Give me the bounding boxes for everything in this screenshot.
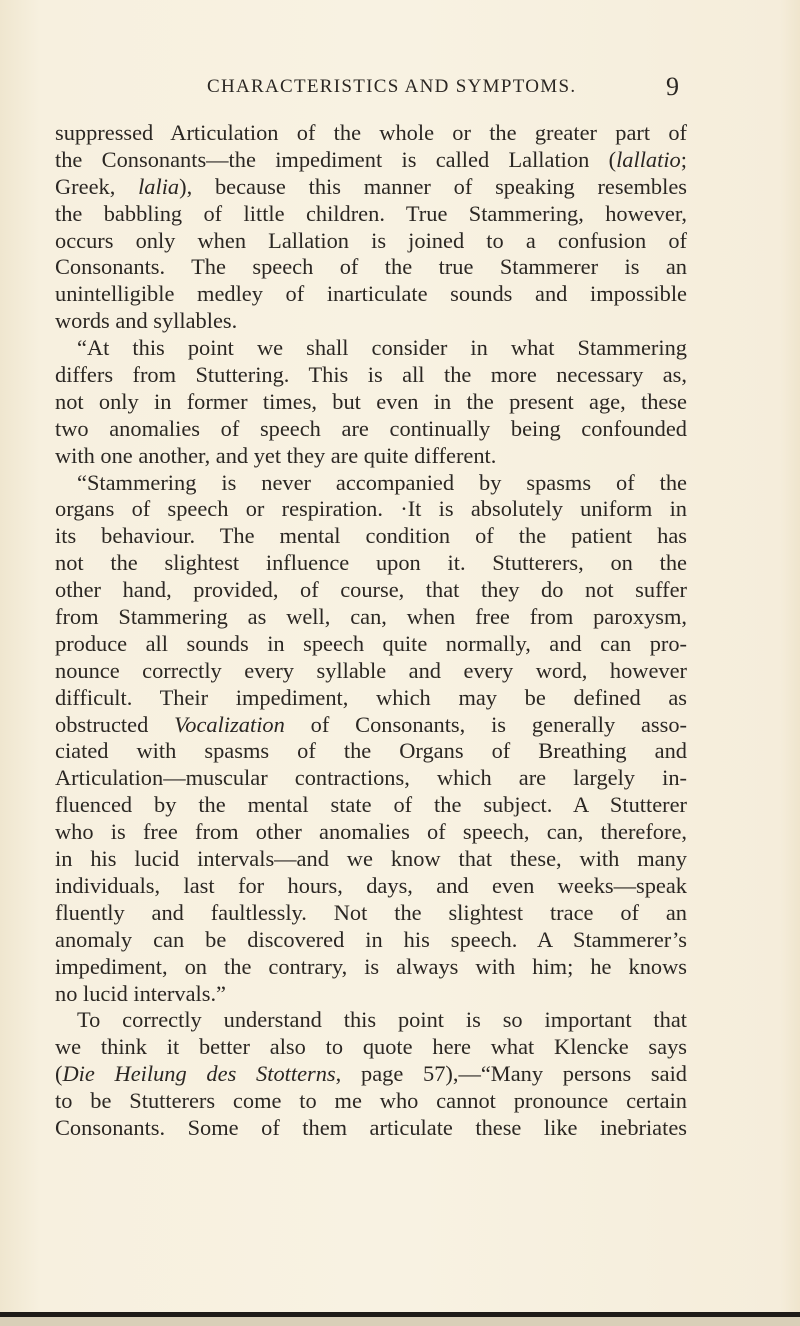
running-title: CHARACTERISTICS AND SYMPTOMS. bbox=[207, 76, 577, 97]
page-bottom-margin bbox=[0, 1317, 800, 1326]
text-line: to be Stutterers come to me who cannot pronounce certain bbox=[55, 1088, 687, 1114]
page-number: 9 bbox=[666, 72, 679, 101]
text-line: who is free from other anomalies of speech, can, therefore, bbox=[55, 819, 687, 845]
text-line: obstructed Vocalization of Consonants, is generally asso- bbox=[55, 711, 687, 737]
text-line: other hand, provided, of course, that they do not suffer bbox=[55, 577, 687, 603]
text-line: we think it better also to quote here what Klencke says bbox=[55, 1034, 687, 1060]
text-line: ciated with spasms of the Organs of Breathing and bbox=[55, 738, 687, 764]
text-line: fluenced by the mental state of the subject. A Stutterer bbox=[55, 792, 687, 818]
text-line: impediment, on the contrary, is always with him; he knows bbox=[55, 953, 687, 979]
text-line: individuals, last for hours, days, and even weeks—speak bbox=[55, 872, 687, 898]
text-line: not only in former times, but even in the present age, these bbox=[55, 388, 687, 414]
text-line: To correctly understand this point is so important that bbox=[77, 1007, 687, 1033]
text-line: produce all sounds in speech quite normally, and can pro- bbox=[55, 630, 687, 656]
text-line: in his lucid intervals—and we know that these, with many bbox=[55, 846, 687, 872]
text-line: Greek, lalia), because this manner of speaking resembles bbox=[55, 173, 687, 199]
text-line: no lucid intervals.” bbox=[55, 980, 226, 1006]
text-line: unintelligible medley of inarticulate sounds and impossible bbox=[55, 281, 687, 307]
text-line: occurs only when Lallation is joined to a confusion of bbox=[55, 227, 687, 253]
text-line: with one another, and yet they are quite different. bbox=[55, 442, 497, 468]
text-line: its behaviour. The mental condition of the patient has bbox=[55, 523, 687, 549]
text-line: differs from Stuttering. This is all the more necessary as, bbox=[55, 362, 687, 388]
text-line: fluently and faultlessly. Not the slightest trace of an bbox=[55, 899, 687, 925]
text-line: difficult. Their impediment, which may be defined as bbox=[55, 684, 687, 710]
body-text bbox=[55, 120, 687, 1142]
text-line: “Stammering is never accompanied by spasms of the bbox=[77, 469, 687, 495]
text-line: from Stammering as well, can, when free from paroxysm, bbox=[55, 604, 687, 630]
text-line: Articulation—muscular contractions, which are largely in- bbox=[55, 765, 687, 791]
text-line: organs of speech or respiration. ·It is absolutely uniform in bbox=[55, 496, 687, 522]
text-line: the Consonants—the impediment is called Lallation (lallatio; bbox=[55, 146, 687, 172]
text-line: words and syllables. bbox=[55, 308, 238, 334]
text-line: the babbling of little children. True Stammering, however, bbox=[55, 200, 687, 226]
text-line: anomaly can be discovered in his speech. A Stammerer’s bbox=[55, 926, 687, 952]
text-line: not the slightest influence upon it. Stutterers, on the bbox=[55, 550, 687, 576]
text-line: (Die Heilung des Stotterns, page 57),—“Many persons said bbox=[55, 1061, 688, 1087]
text-line: Consonants. The speech of the true Stammerer is an bbox=[55, 254, 687, 280]
text-line: nounce correctly every syllable and every word, however bbox=[55, 657, 687, 683]
text-line: suppressed Articulation of the whole or the greater part of bbox=[55, 120, 687, 145]
page-header bbox=[0, 72, 800, 106]
text-line: two anomalies of speech are continually being confounded bbox=[55, 415, 687, 441]
text-line: Consonants. Some of them articulate these like inebriates bbox=[55, 1114, 687, 1140]
text-line: “At this point we shall consider in what Stammering bbox=[77, 335, 687, 361]
